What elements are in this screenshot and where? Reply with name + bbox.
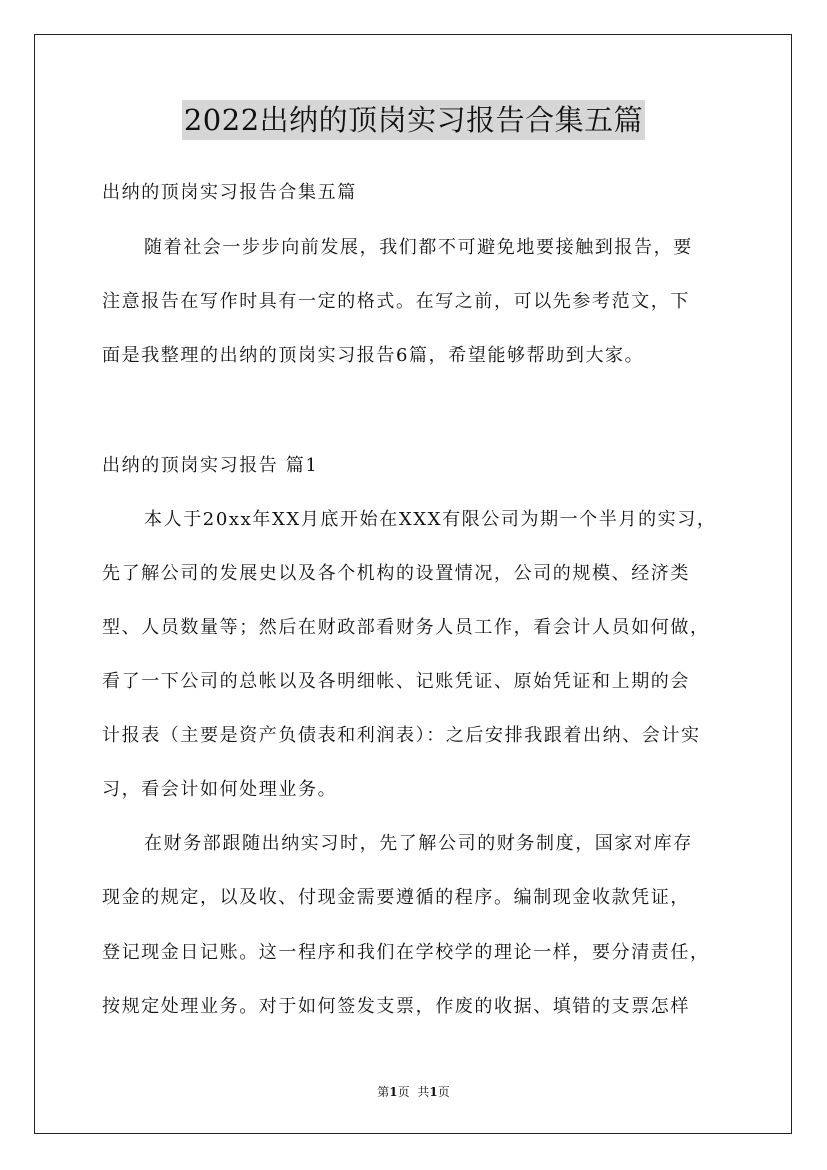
section-heading: 出纳的顶岗实习报告 篇1	[102, 455, 319, 476]
para2-line-1: 在财务部跟随出纳实习时，先了解公司的财务制度，国家对库存	[144, 833, 693, 854]
intro-line-2: 注意报告在写作时具有一定的格式。在写之前，可以先参考范文，下	[102, 291, 690, 312]
para1-line-4: 看了一下公司的总帐以及各明细帐、记账凭证、原始凭证和上期的会	[102, 671, 690, 692]
document-subtitle: 出纳的顶岗实习报告合集五篇	[102, 182, 357, 203]
document-title: 2022出纳的顶岗实习报告合集五篇	[182, 100, 645, 140]
para1-line-2: 先了解公司的发展史以及各个机构的设置情况，公司的规模、经济类	[102, 563, 690, 584]
para2-line-4: 按规定处理业务。对于如何签发支票，作废的收据、填错的支票怎样	[102, 996, 690, 1017]
intro-line-3: 面是我整理的出纳的顶岗实习报告6篇，希望能够帮助到大家。	[102, 345, 645, 366]
footer-page-number: 1	[389, 1085, 398, 1099]
footer-total-number: 1	[429, 1085, 438, 1099]
footer-total-suffix: 页	[437, 1085, 450, 1099]
para2-line-2: 现金的规定，以及收、付现金需要遵循的程序。编制现金收款凭证，	[102, 887, 690, 908]
para1-line-3: 型、人员数量等；然后在财政部看财务人员工作，看会计人员如何做，	[102, 617, 710, 638]
para2-line-3: 登记现金日记账。这一程序和我们在学校学的理论一样，要分清责任，	[102, 942, 710, 963]
footer-page-prefix: 第	[377, 1085, 390, 1099]
para1-line-1: 本人于20xx年XX月底开始在XXX有限公司为期一个半月的实习，	[144, 509, 717, 530]
intro-line-1: 随着社会一步步向前发展，我们都不可避免地要接触到报告，要	[144, 237, 693, 258]
footer-page-suffix: 页	[397, 1085, 410, 1099]
page-footer	[0, 1083, 827, 1100]
title-container	[0, 100, 827, 140]
para1-line-6: 习，看会计如何处理业务。	[102, 779, 338, 800]
para1-line-5: 计报表（主要是资产负债表和利润表）：之后安排我跟着出纳、会计实	[102, 725, 701, 746]
footer-total-prefix: 共	[417, 1085, 430, 1099]
